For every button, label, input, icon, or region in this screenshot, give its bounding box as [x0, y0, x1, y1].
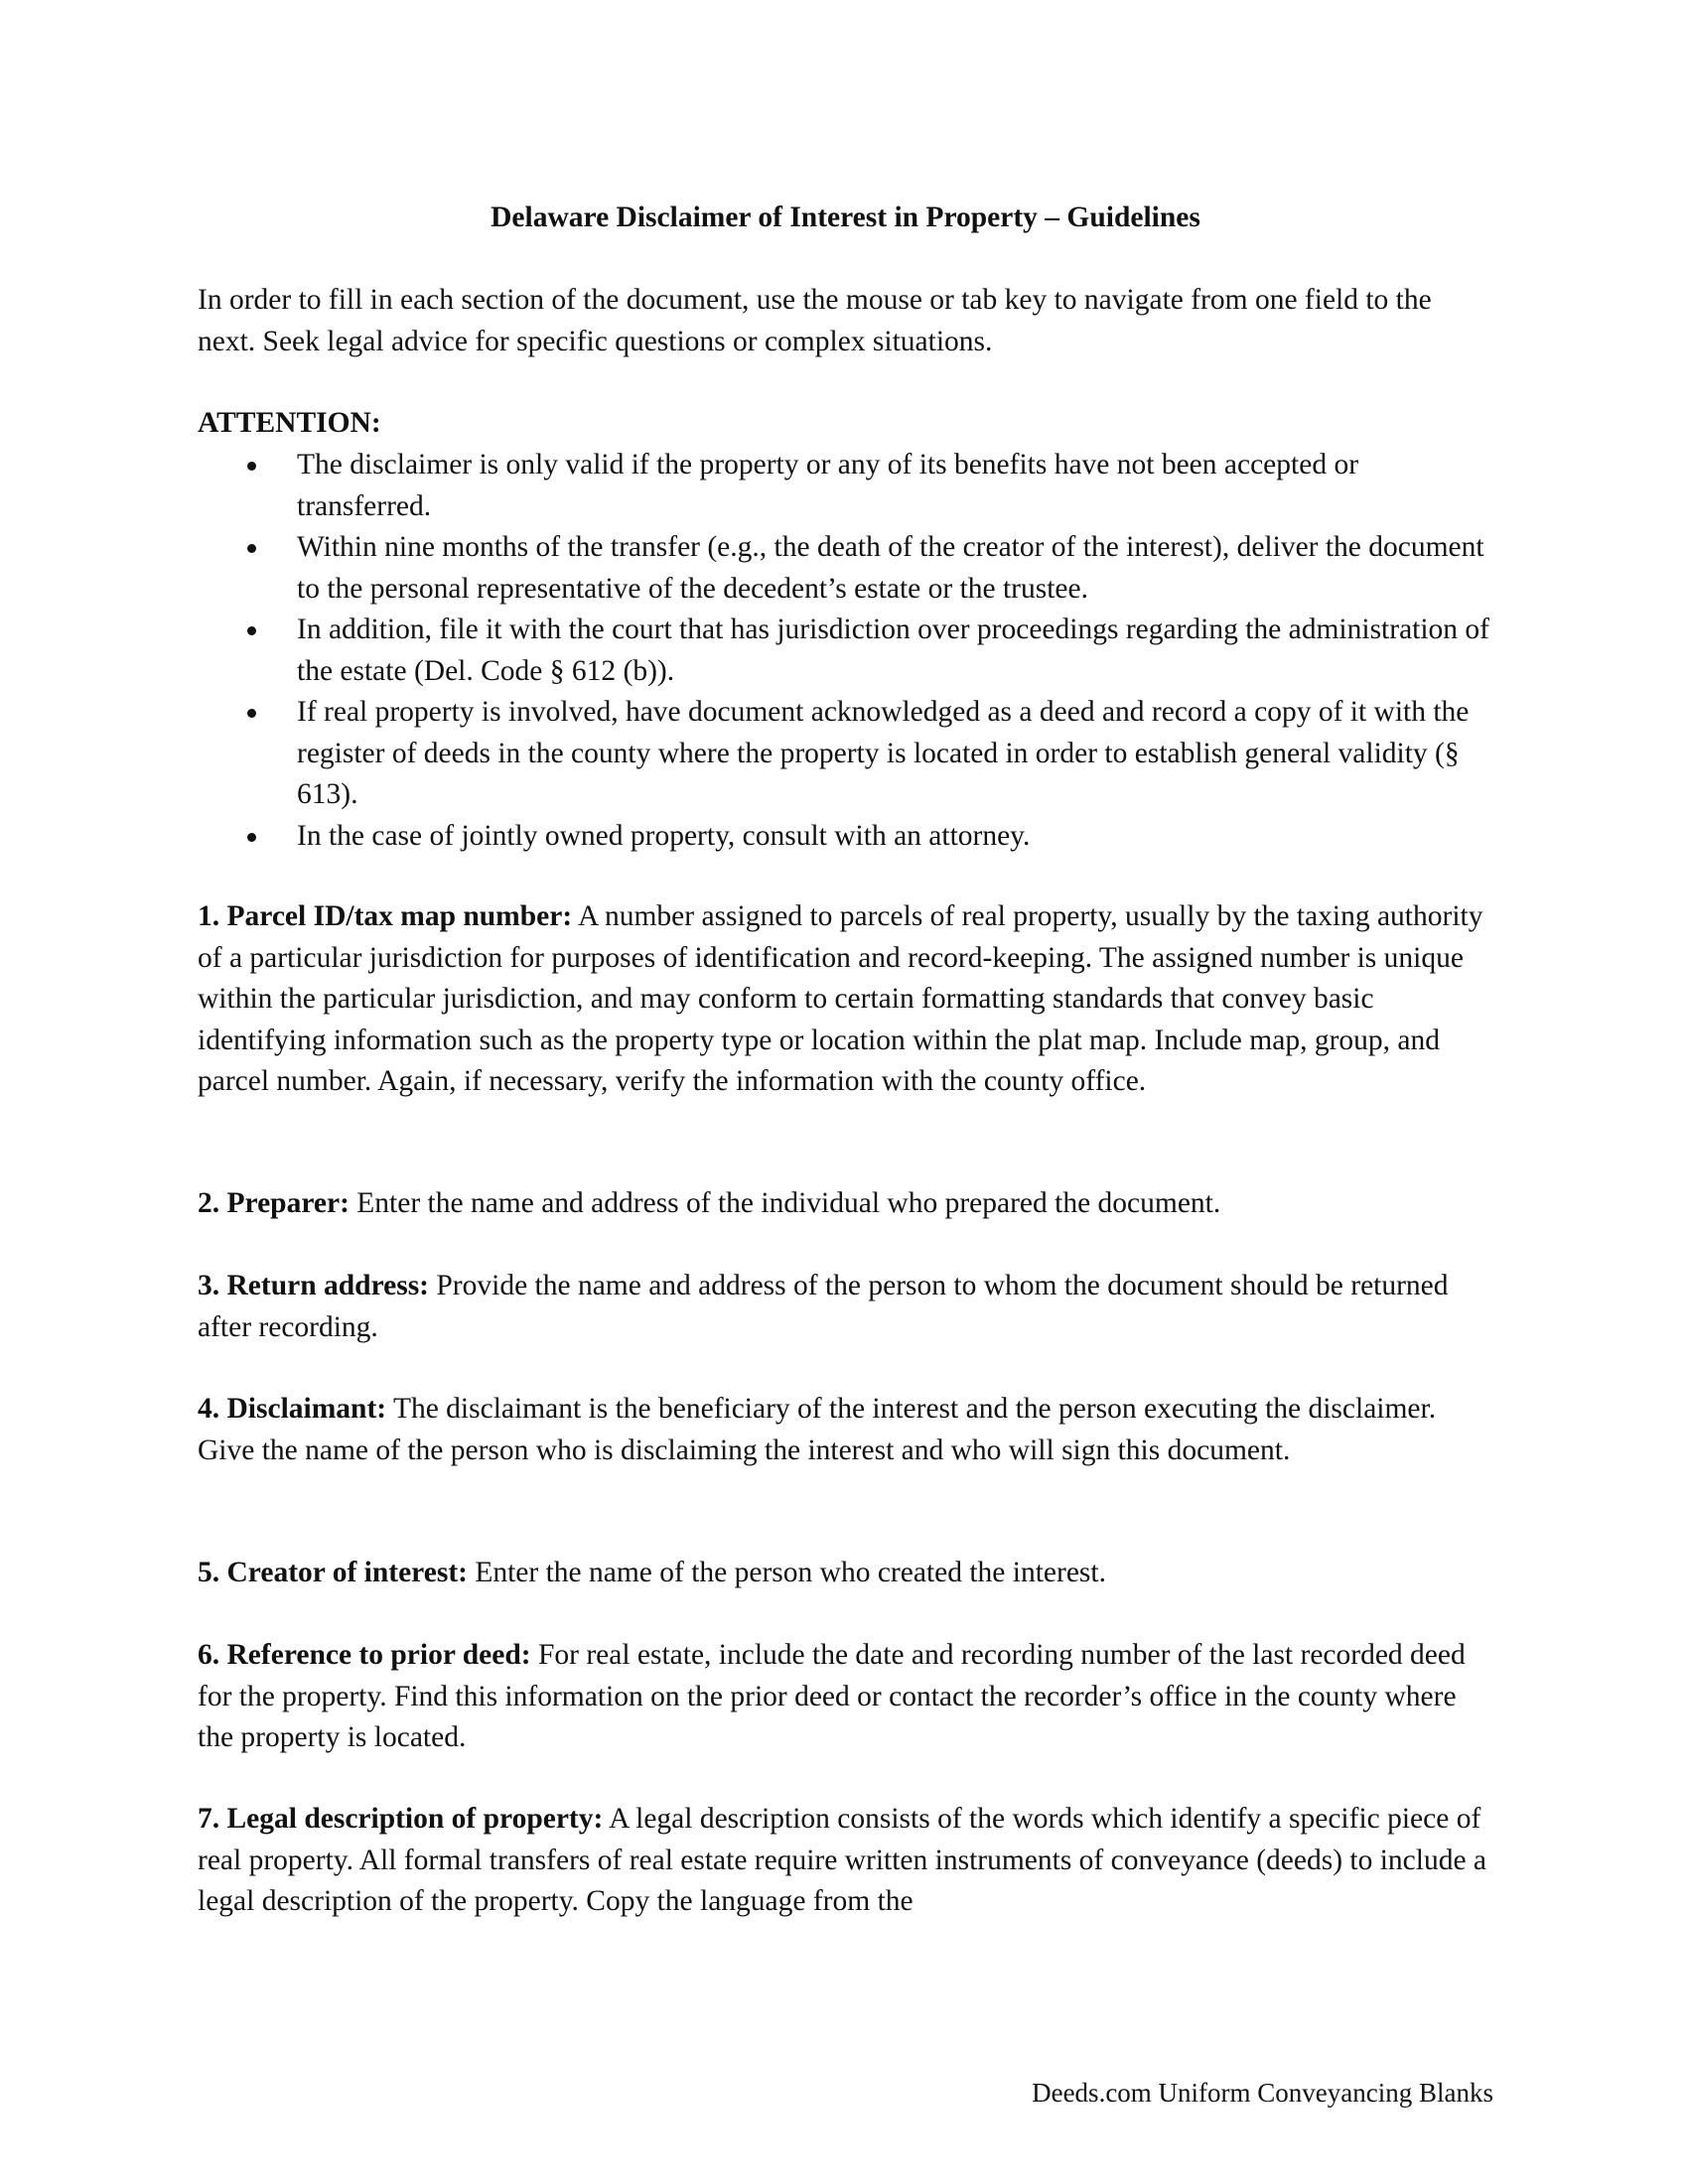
section-creator-of-interest [198, 1553, 1493, 1594]
bullet-icon [247, 544, 256, 553]
section-preparer [198, 1183, 1493, 1225]
section-legal-description [198, 1799, 1493, 1923]
section-text: Provide the name and address of the person to whom the document should be returned after recording. [198, 1270, 1449, 1343]
list-item [198, 816, 1493, 858]
section-parcel-id [198, 896, 1493, 1103]
attention-heading: ATTENTION: [198, 407, 381, 439]
section-label: 1. Parcel ID/tax map number: [198, 900, 573, 932]
section-text: A number assigned to parcels of real property, usually by the taxing authority of a particular jurisdiction for purposes of identification and record-keeping. The assigned number is unique within the particular jurisdiction, and may conform to certain formatting standards that convey basic identifying information such as the property type or location within the plat map. Include map, group, and parcel number. Again, if necessary, verify the information with the county office. [198, 900, 1483, 1097]
bullet-icon [247, 833, 256, 842]
section-label: 5. Creator of interest: [198, 1557, 468, 1588]
list-item-text: In the case of jointly owned property, consult with an attorney. [297, 819, 1031, 852]
list-item [198, 445, 1493, 527]
bullet-icon [247, 626, 256, 635]
section-text: Enter the name of the person who created the interest. [475, 1557, 1106, 1588]
list-item [198, 610, 1493, 692]
section-label: 4. Disclaimant: [198, 1393, 387, 1425]
section-return-address [198, 1266, 1493, 1348]
document-page [198, 0, 1493, 2184]
attention-list [198, 445, 1493, 857]
section-text: For real estate, include the date and recording number of the last recorded deed for the property. Find this information on the prior deed or contact the recorder’s office in the county where the property is located. [198, 1639, 1466, 1753]
intro-paragraph: In order to fill in each section of the document, use the mouse or tab key to navigate from one field to the next. Seek legal advice for specific questions or complex situations. [198, 284, 1432, 357]
list-item-text: In addition, file it with the court that has jurisdiction over proceedings regarding the administration of the estate (Del. Code § 612 (b)). [297, 614, 1490, 687]
footer-text: Deeds.com Uniform Conveyancing Blanks [1032, 2078, 1493, 2108]
bullet-icon [247, 462, 256, 471]
section-label: 2. Preparer: [198, 1187, 350, 1219]
section-prior-deed [198, 1635, 1493, 1759]
section-disclaimant [198, 1389, 1493, 1471]
section-text: The disclaimant is the beneficiary of the interest and the person executing the disclaimer. Give the name of the person who is disclaiming the interest and who will sign this document. [198, 1393, 1437, 1466]
section-text: A legal description consists of the words which identify a specific piece of real property. All formal transfers of real estate require written instruments of conveyance (deeds) to include a legal description of the property. Copy the language from the [198, 1803, 1487, 1917]
bullet-icon [247, 709, 256, 718]
list-item-text: If real property is involved, have document acknowledged as a deed and record a copy of it with the register of deeds in the county where the property is located in order to establish general validity (§ 613). [297, 696, 1470, 810]
list-item-text: Within nine months of the transfer (e.g., the death of the creator of the interest), deliver the document to the personal representative of the decedent’s estate or the trustee. [297, 531, 1484, 605]
section-label: 7. Legal description of property: [198, 1803, 604, 1835]
page-title: Delaware Disclaimer of Interest in Property – Guidelines [491, 202, 1200, 233]
section-text: Enter the name and address of the individual who prepared the document. [356, 1187, 1221, 1219]
section-label: 3. Return address: [198, 1270, 430, 1301]
list-item [198, 527, 1493, 610]
list-item [198, 692, 1493, 816]
section-label: 6. Reference to prior deed: [198, 1639, 531, 1671]
list-item-text: The disclaimer is only valid if the property or any of its benefits have not been accepted or transferred. [297, 449, 1359, 522]
